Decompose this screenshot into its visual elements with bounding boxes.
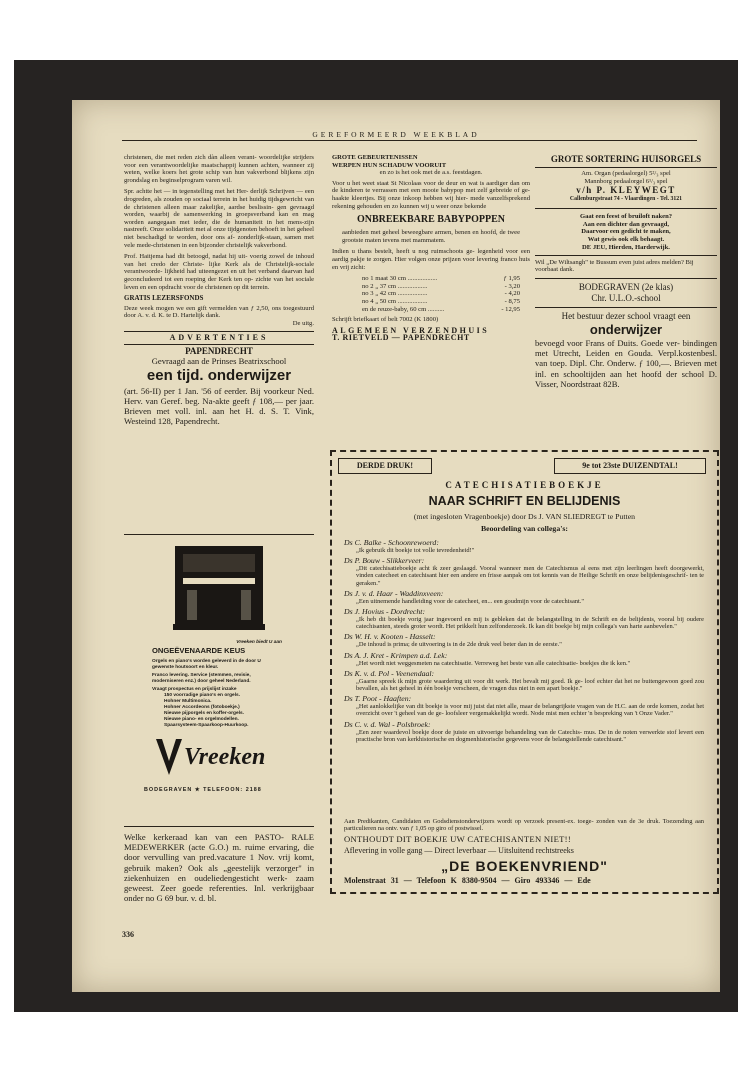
vreeken-bullet: Nieuwe piano- en orgelmodellen. — [164, 717, 239, 722]
col2-heading: GROTE GEBEURTENISSEN — [332, 154, 418, 161]
bodegraven-headline: onderwijzer — [589, 321, 663, 337]
ad-sub2: Beoordeling van collega's: — [480, 524, 569, 533]
price-item: en de reuze-baby, 60 cm .......... — [362, 305, 445, 313]
article-paragraph: Spr. achtte het — in tegenstelling met het Her- derlijk Schrijven — een drogreden, als zouden op sociaal terrein in het huidig tijdsgewricht van de christenen alleen maar zakelijke, aardse beslissin- gen gevraagd worden, waarbij de samenwerking in groepsverband kan en mag worden aangegaan met ieder, die de humaniteit in het mens-zijn nastreeft. Onze solidariteit met al onze tijdgenoten behoeft in het geheel niet beschadigd te worden, door ons af- zonderlijk-staan, samen met vele mede-christenen in een bijzonder christelijk vakverbond. — [124, 188, 314, 249]
price-value: - 12,95 — [501, 305, 520, 313]
poem-line: Wat gewis ook elk behaagt. — [587, 236, 665, 244]
price-row — [362, 283, 530, 291]
price-row — [362, 298, 530, 306]
price-item: no 4 „ 50 cm .................. — [362, 297, 428, 305]
reviewer-name: Ds J. v. d. Haar - Waddinxveen: — [344, 588, 444, 598]
papendrecht-title: PAPENDRECHT — [185, 346, 253, 357]
vreeken-line: Vraagt prospectus en prijslijst inzake — [152, 687, 237, 692]
bodegraven-text: bevoegd voor Frans of Duits. Goede ver- bindingen met Utrecht, Leiden en Gouda. Verpl.kostenbesl. van toep. Dipl. Chr. Onderw. ƒ 100,—. Brieven met inl. en schooltijden aan het hoofd der school D. Visser, Noordstraat 82B. — [535, 337, 717, 389]
price-value: - 3,20 — [504, 282, 520, 290]
price-row — [362, 306, 530, 314]
reviews-list — [344, 536, 704, 743]
price-row — [362, 275, 530, 283]
review-text: „Het aanlokkelijke van dit boekje is voor mij juist dat niet alle, maar de belangrijkste vragen van de H.C. aan de orde komen, zodat het overzicht over 't geheel van de ge- loofsleer vergemakkelijkt wordt. Node mist men echter 'n bespreking van 't Onze Vader." — [356, 703, 704, 718]
col2-paragraph: Indien u thans bestelt, heeft u nog ruimschoots ge- legenheid voor een aardig pakje te zorgen. Hier volgen onze prijzen voor levering franco huis en vrij zicht: — [332, 248, 530, 271]
review-text: „Een zeer waardevol boekje door de juiste en uitvoerige behandeling van de Catechis- mus. De in de noten verwerkte stof levert een practische bron van kerkhistorische en dogmenhistorische gegevens voor de belangstellende catechisant." — [356, 728, 704, 743]
vreeken-bullet: Hohner Multimonica. — [164, 699, 212, 704]
vreeken-bullet: Nieuwe pijporgels en koffer-orgels. — [164, 711, 244, 716]
ad-aflevering: Aflevering in volle gang — Direct leverbaar — Uitsluitend rechtstreeks — [344, 846, 574, 855]
bodegraven-sub: Chr. U.L.O.-school — [591, 292, 661, 303]
vreeken-small: Vreeken biedt U aan — [236, 640, 282, 645]
ad-sub: (met ingesloten Vragenboekje) door Ds J. VAN SLIEDREGT te Putten — [413, 512, 636, 521]
price-item: no 3 „ 42 cm .................. — [362, 290, 428, 298]
gratis-title: GRATIS LEZERSFONDS — [124, 294, 204, 303]
babypoppen-headline: ONBREEKBARE BABYPOPPEN — [356, 214, 506, 226]
huisorgels-line: Am. Organ (pedaalorgel) 5²/₃ spel — [581, 170, 671, 177]
col2-contact: Schrijft briefkaart of belt 7002 (K 1800) — [332, 316, 439, 324]
vreeken-line: Orgels en piano's worden geleverd in de door U gewenste houtsoort en kleur. — [152, 659, 261, 670]
wiltsangh-notice: Wil „De Wiltsangh" te Bussum even juist adres melden? Bij voorbaat dank. — [535, 258, 694, 274]
kleywegt: v/h P. KLEYWEGT — [576, 185, 676, 196]
gratis-sign: De uitg. — [292, 319, 314, 327]
column-3 — [535, 154, 717, 389]
price-value: - 8,75 — [504, 297, 520, 305]
gratis-text: Deze week mogen we een gift vermelden van ƒ 2,50, ons toegestuurd door A. v. d. K. te D. Hartelijk dank. — [124, 304, 314, 320]
rietveld: T. RIETVELD — PAPENDRECHT — [332, 333, 470, 343]
bodegraven-line: Het bestuur dezer school vraagt een — [561, 310, 691, 321]
duizendtal-badge: 9e tot 23ste DUIZENDTAL! — [554, 458, 706, 474]
review-text: „De inhoud is prima; de uitvoering is in de 2de druk veel beter dan in de eerste." — [356, 641, 562, 649]
reviewer-name: Ds T. Poot - Haaften: — [344, 694, 412, 704]
poem-line: Aan een dichter dan gevraagd, — [582, 220, 670, 228]
boekenvriend-address: Molenstraat 31 — Telefoon K 8380-9504 — Giro 493346 — Ede — [344, 876, 591, 885]
reviewer-name: Ds A. J. Kret - Krimpen a.d. Lek: — [344, 650, 448, 660]
price-value: ƒ 1,95 — [503, 275, 520, 283]
ad-note: Aan Predikanten, Candidaten en Godsdienstonderwijzers wordt op verzoek present-ex. toege- zonden van de 3e druk. Toezending aan particulieren na ontv. van ƒ 1,05 op giro of postwissel. — [344, 818, 704, 833]
vreeken-bullet: Spaarsysteem-Spaarkoop-Huurkoop. — [164, 723, 249, 728]
vreeken-footer: BODEGRAVEN ★ TELEFOON: 2188 — [144, 787, 262, 793]
poem-line: Daarvoor een gedicht te maken, — [581, 228, 671, 236]
review-text: „Het wordt niet weggesmeten na catechisatie. Verreweg het beste van alle catechisatie- boekjes die ik ken." — [356, 659, 631, 667]
col2-paragraph: Voor u het weet staat St Nicolaas voor de deur en wat is aardiger dan om de kinderen te verrassen met een mooie babypop met zelf gebreide of ge- haakte kleertjes. Bij onze inkoop hebben wij hier- mede vanzelfsprekend rekening gehouden en zo kunnen wij u weer onze bekende — [332, 179, 530, 210]
vreeken-logo: Vreeken — [184, 744, 266, 770]
poem-line: Gaat een feest of bruiloft naken? — [579, 212, 673, 220]
col2-subheading: en zo is het ook met de a.s. feestdagen. — [379, 169, 483, 177]
papendrecht-text: (art. 56-II) per 1 Jan. '56 of eerder. Bij voorkeur Ned. Herv. van Geref. beg. Na-akte geeft ƒ 108,— per jaar. Brieven met voll. inl. aan het H. d. S. T. Vink, Westeind 128, Papendrecht. — [124, 386, 314, 427]
review-text: „Dit catechisatieboekje acht ik zeer geslaagd. Vooral wanneer men de Catechismus al eens met zijn leerlingen heeft doorgewerkt, vinden catecheet en catechisant hier een andere en frisse aanpak om tot kennis van de Heilige Schrift en onze belijdenisgeschrif- ten te geraken." — [356, 565, 704, 587]
reviewer-name: Ds C. v. d. Wal - Polsbroek: — [344, 719, 431, 729]
pastoral-ad: Welke kerkeraad kan van een PASTO- RALE MEDEWERKER (acte G.O.) m. ruime ervaring, die door vervulling van pred.vacature 1 Nov. vrij komt, gebruik maken? Ook als „geestelijk verzorger" in ziekenhuizen en oudeliedengesticht werk- zaam geweest. Zeer goede referenties. Inl. verkrijgbaar onder no G 69 bur. v. d. bl. — [124, 832, 314, 904]
header-rule — [122, 140, 697, 141]
vreeken-title: ONGEËVENAARDE KEUS — [152, 646, 246, 655]
reviewer-name: Ds K. v. d. Pol - Veenendaal: — [344, 668, 435, 678]
ad-title: NAAR SCHRIFT EN BELIJDENIS — [428, 494, 621, 508]
organ-illustration — [169, 542, 269, 637]
ad-kicker: CATECHISATIEBOEKJE — [445, 480, 604, 490]
reviewer-name: Ds C. Balke - Schoonrewoerd: — [344, 538, 439, 547]
vreeken-ad — [124, 534, 314, 824]
boekenvriend-brand: „DE BOEKENVRIEND" — [441, 858, 608, 874]
review-text: „Gaarne spreek ik mijn grote waardering uit voor dit werk. Het bevalt mij goed. Ik ge- loof echter dat het ne buitengewoon goed zou bevallen, als het geheel in één boekje verscheen, de vragen dus niet in een apart boekje." — [356, 677, 704, 693]
huisorgels-title: GROTE SORTERING HUISORGELS — [550, 154, 702, 164]
derde-druk-badge: DERDE DRUK! — [338, 458, 432, 474]
price-list — [332, 275, 530, 313]
review-text: „Een uitnemende handleiding voor de catecheet, en... een goudmijn voor de catechisant." — [356, 597, 584, 605]
col2-heading2: WERPEN HUN SCHADUW VOORUIT — [332, 161, 447, 169]
page-header: GEREFORMEERD WEEKBLAD — [312, 130, 480, 139]
bodegraven-title: BODEGRAVEN (2e klas) — [578, 281, 674, 292]
price-row — [362, 290, 530, 298]
page-number: 336 — [122, 930, 134, 939]
vreeken-v-logo-icon — [154, 737, 184, 777]
ad-ontho: ONTHOUDT DIT BOEKJE UW CATECHISANTEN NIET!! — [344, 834, 572, 844]
catechisatie-ad — [330, 450, 719, 894]
article-paragraph: christenen, die met reden zich dàn alleen verant- woordelijke strijders voor een verantwoordelijke maatschappij kunnen achten, wanneer zij weten, welke koers het grote schip van hun vakverbond blijkens zijn grondslag en beginselprogram varen wil. — [124, 154, 314, 184]
reviewer-name: Ds P. Bouw - Slikkerveer: — [344, 556, 425, 566]
price-value: - 4,20 — [504, 290, 520, 298]
reviewer-name: Ds W. H. v. Kooten - Hasselt: — [344, 632, 436, 642]
vreeken-bullet: 150 voorradige piano's en orgels. — [164, 693, 241, 698]
kleywegt-address: Callenburgstraat 74 - Vlaardingen - Tel. 3121 — [569, 196, 683, 203]
verzendhuis: ALGEMEEN VERZENDHUIS — [332, 325, 490, 335]
huisorgels-line: Mannborg pedaalorgel 6¹/₃ spel — [584, 177, 668, 185]
vreeken-bullet: Hohner Accordeons (fotoboekje.) — [164, 705, 240, 710]
review-text: „Ik gebruik dit boekje tot volle tevredenheid!" — [356, 547, 475, 554]
advertenties-heading: ADVERTENTIES — [169, 333, 269, 343]
papendrecht-headline: een tijd. onderwijzer — [146, 367, 292, 385]
price-item: no 1 maat 30 cm .................. — [362, 275, 438, 283]
column-2 — [332, 154, 530, 342]
col2-paragraph: aanbieden met geheel beweegbare armen, benen en hoofd, de twee grootste maten tevens met mammatem. — [342, 229, 520, 244]
vreeken-line: Franco levering. Service (stemmen, revisie, moderniseren enz.) door geheel Nederland. — [152, 673, 251, 684]
papendrecht-line: Gevraagd aan de Prinses Beatrixschool — [151, 355, 287, 366]
article-paragraph: Prof. Haitjema had dit betoogd, nadat hij uit- voerig zowel de inhoud van het credo der Christe- lijke Kerk als de Christelijk-sociale verantwoorde- lijkheid had uiteengezet en uit het verband daarvan had geconcludeerd tot een roeping der Kerk ten op- zichte van het sociale leven en een opdracht voor de christenen op dit terrein. — [124, 253, 314, 291]
column-1 — [124, 154, 314, 426]
reviewer-name: Ds J. Hovius - Dordrecht: — [344, 607, 426, 617]
price-item: no 2 „ 37 cm .................. — [362, 282, 428, 290]
review-text: „Ik heb dit boekje vorig jaar ingevoerd en mij is gebleken dat de belangstelling in de Schrift en de belijdenis, vooral bij oudere catechisanten, steeds groter wordt. Het prikkelt hun zelfonderzoek. Ik kan dit boekje bij mijn collega's van harte aanbevelen." — [356, 616, 704, 631]
poem-line: DE JEU, Hierden, Harderwijk. — [582, 243, 670, 251]
newspaper-page — [72, 100, 720, 992]
